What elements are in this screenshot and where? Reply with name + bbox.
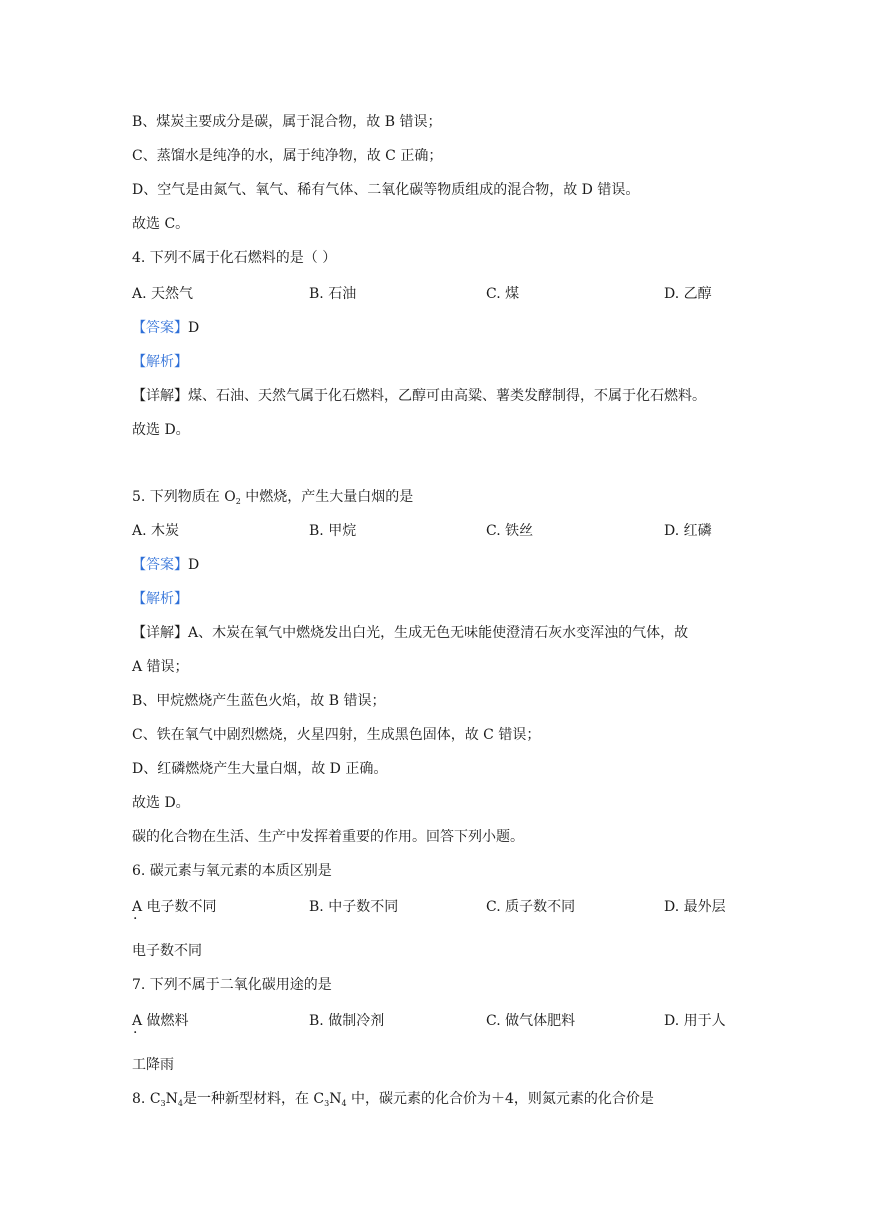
q4-detail <box>132 386 706 406</box>
q5-conclusion: 故选 D。 <box>132 795 190 811</box>
q4-answer <box>132 318 199 338</box>
q7-option-a: A 做燃料 <box>132 1013 189 1029</box>
q5-detail-line1 <box>132 623 688 643</box>
formula-sub-4: 4 <box>177 1099 183 1108</box>
q5-detail-line5: D、红磷燃烧产生大量白烟，故 D 正确。 <box>132 761 388 777</box>
q5-stem-subscript: 2 <box>235 497 241 506</box>
q4-option-b: B. 石油 <box>309 286 357 302</box>
q5-stem <box>132 487 413 512</box>
formula-n: N <box>329 1091 342 1107</box>
q5-stem-post: 中燃烧，产生大量白烟的是 <box>240 489 414 505</box>
q6-stem: 6. 碳元素与氧元素的本质区别是 <box>132 863 332 879</box>
q6-option-c: C. 质子数不同 <box>486 899 576 915</box>
q3-option-b-analysis: B、煤炭主要成分是碳，属于混合物，故 B 错误； <box>132 114 442 130</box>
formula-sub-4: 4 <box>341 1099 347 1108</box>
q6-option-b: B. 中子数不同 <box>309 899 399 915</box>
q7-option-b: B. 做制冷剂 <box>309 1013 385 1029</box>
q5-option-b: B. 甲烷 <box>309 523 357 539</box>
formula-sub-3: 3 <box>160 1099 166 1108</box>
q3-option-d-analysis: D、空气是由氮气、氧气、稀有气体、二氧化碳等物质组成的混合物，故 D 错误。 <box>132 182 640 198</box>
q8-text-1: 是一种新型材料，在 <box>182 1091 314 1107</box>
q7-option-c: C. 做气体肥料 <box>486 1013 576 1029</box>
q4-conclusion: 故选 D。 <box>132 422 190 438</box>
q4-analysis <box>132 352 188 372</box>
q8-number: 8. <box>132 1091 150 1107</box>
question-group-intro: 碳的化合物在生活、生产中发挥着重要的作用。回答下列小题。 <box>132 829 524 845</box>
formula-c: C <box>313 1091 325 1107</box>
analysis-tag: 【解析】 <box>132 591 188 607</box>
q8-text-2: 中，碳元素的化合价为＋4，则氮元素的化合价是 <box>346 1091 654 1107</box>
answer-tag: 【答案】 <box>132 557 188 573</box>
q3-conclusion: 故选 C。 <box>132 216 190 232</box>
answer-value: D <box>188 557 200 573</box>
q4-option-d: D. 乙醇 <box>664 286 712 302</box>
formula-n: N <box>165 1091 178 1107</box>
detail-tag: 【详解】 <box>132 388 188 404</box>
q3-option-c-analysis: C、蒸馏水是纯净的水，属于纯净物，故 C 正确； <box>132 148 443 164</box>
formula-sub-3: 3 <box>324 1099 330 1108</box>
q4-stem: 4. 下列不属于化石燃料的是（ ） <box>132 250 337 266</box>
answer-tag: 【答案】 <box>132 320 188 336</box>
q4-option-c: C. 煤 <box>486 286 520 302</box>
detail-tag: 【详解】 <box>132 625 188 641</box>
q5-detail-line4: C、铁在氧气中剧烈燃烧，火星四射，生成黑色固体，故 C 错误； <box>132 727 541 743</box>
q5-option-d: D. 红磷 <box>664 523 712 539</box>
option-dot-mark: · <box>133 1025 138 1041</box>
q5-option-c: C. 铁丝 <box>486 523 534 539</box>
q5-detail-line2: A 错误； <box>132 659 189 675</box>
q5-detail-line3: B、甲烷燃烧产生蓝色火焰，故 B 错误； <box>132 693 386 709</box>
analysis-tag: 【解析】 <box>132 354 188 370</box>
q5-answer <box>132 555 199 575</box>
q6-option-a: A 电子数不同 <box>132 899 217 915</box>
q6-option-d: D. 最外层 <box>664 899 726 915</box>
formula-c: C <box>149 1091 161 1107</box>
q5-option-a: A. 木炭 <box>132 523 180 539</box>
q4-option-a: A. 天然气 <box>132 286 194 302</box>
answer-value: D <box>188 320 200 336</box>
q5-stem-pre: 5. 下列物质在 O <box>132 489 236 505</box>
detail-text: A、木炭在氧气中燃烧发出白光，生成无色无味能使澄清石灰水变浑浊的气体，故 <box>188 625 689 641</box>
q5-analysis <box>132 589 188 609</box>
option-dot-mark: · <box>133 911 138 927</box>
q7-option-d: D. 用于人 <box>664 1013 726 1029</box>
detail-text: 煤、石油、天然气属于化石燃料，乙醇可由高粱、薯类发酵制得，不属于化石燃料。 <box>188 388 706 404</box>
q6-option-d-wrap: 电子数不同 <box>132 943 202 959</box>
q7-option-d-wrap: 工降雨 <box>132 1057 174 1073</box>
q8-stem <box>132 1089 654 1114</box>
q7-stem: 7. 下列不属于二氧化碳用途的是 <box>132 977 332 993</box>
